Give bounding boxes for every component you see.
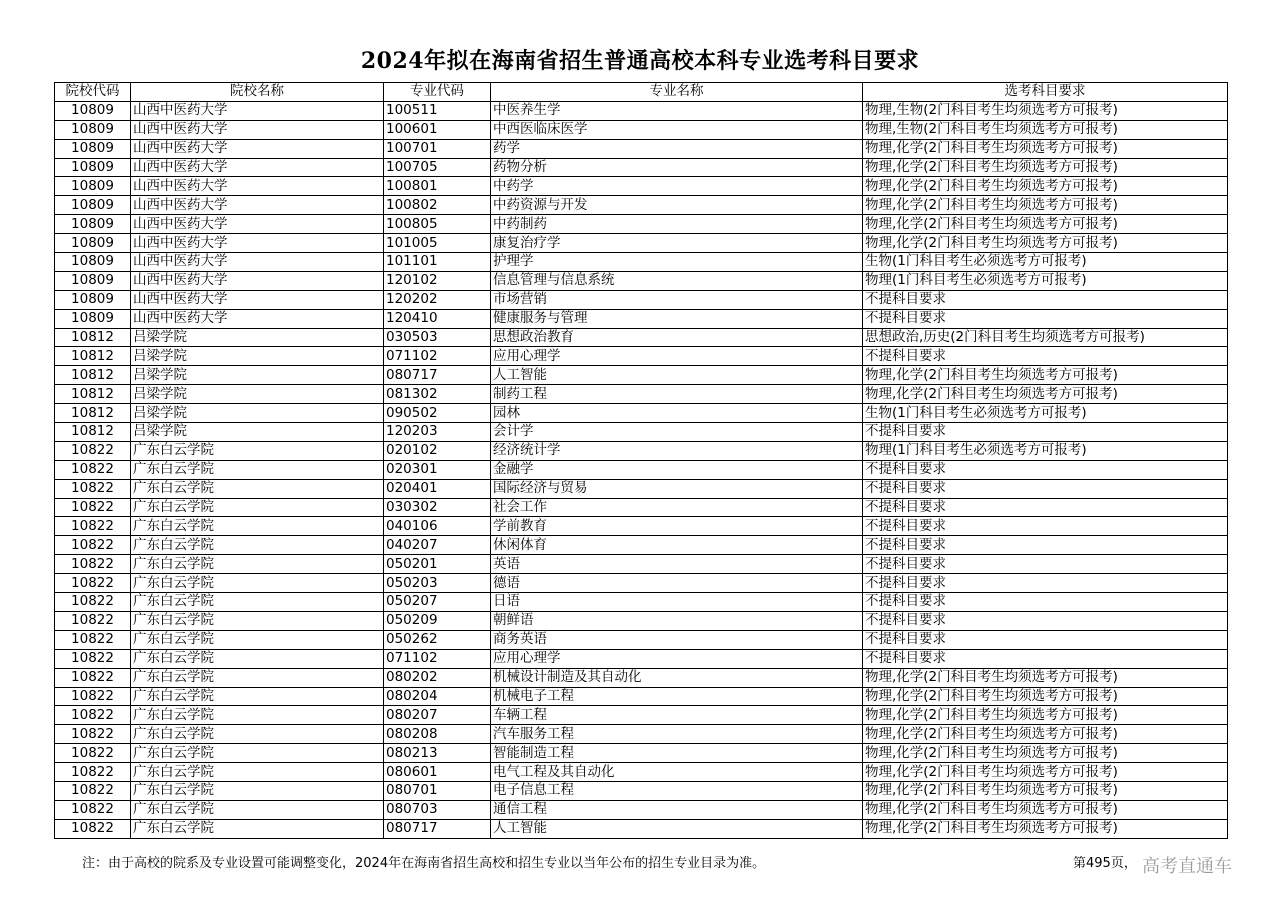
table-row (55, 101, 1228, 120)
school-code-cell: 10822 (55, 479, 131, 498)
table-row (55, 441, 1228, 460)
subject-requirement-cell: 物理,化学(2门科目考生均须选考方可报考) (863, 177, 1228, 196)
subject-requirement-cell: 不提科目要求 (863, 309, 1228, 328)
header-major-name: 专业名称 (491, 83, 863, 102)
table-row (55, 668, 1228, 687)
table-row (55, 649, 1228, 668)
major-name-cell: 中医养生学 (491, 101, 863, 120)
school-code-cell: 10822 (55, 800, 131, 819)
school-code-cell: 10822 (55, 460, 131, 479)
major-code-cell: 080207 (384, 706, 491, 725)
table-row (55, 423, 1228, 442)
school-code-cell: 10822 (55, 687, 131, 706)
major-code-cell: 050203 (384, 574, 491, 593)
school-code-cell: 10809 (55, 290, 131, 309)
major-name-cell: 制药工程 (491, 385, 863, 404)
school-code-cell: 10809 (55, 120, 131, 139)
school-name-cell: 广东白云学院 (131, 536, 384, 555)
major-code-cell: 040207 (384, 536, 491, 555)
school-name-cell: 广东白云学院 (131, 800, 384, 819)
major-name-cell: 智能制造工程 (491, 744, 863, 763)
subject-requirement-cell: 不提科目要求 (863, 574, 1228, 593)
major-name-cell: 中西医临床医学 (491, 120, 863, 139)
major-name-cell: 药物分析 (491, 158, 863, 177)
subject-requirement-cell: 物理,化学(2门科目考生均须选考方可报考) (863, 139, 1228, 158)
footer-note: 注：由于高校的院系及专业设置可能调整变化，2024年在海南省招生高校和招生专业以当年公布的招生专业目录为准。 (82, 856, 766, 871)
major-code-cell: 080213 (384, 744, 491, 763)
major-name-cell: 信息管理与信息系统 (491, 271, 863, 290)
major-code-cell: 080202 (384, 668, 491, 687)
table-row (55, 120, 1228, 139)
school-name-cell: 广东白云学院 (131, 819, 384, 838)
major-name-cell: 市场营销 (491, 290, 863, 309)
major-name-cell: 电气工程及其自动化 (491, 763, 863, 782)
school-name-cell: 山西中医药大学 (131, 215, 384, 234)
major-code-cell: 081302 (384, 385, 491, 404)
major-code-cell: 020102 (384, 441, 491, 460)
school-name-cell: 山西中医药大学 (131, 177, 384, 196)
school-code-cell: 10809 (55, 158, 131, 177)
major-name-cell: 人工智能 (491, 819, 863, 838)
major-name-cell: 国际经济与贸易 (491, 479, 863, 498)
major-name-cell: 应用心理学 (491, 649, 863, 668)
school-name-cell: 广东白云学院 (131, 479, 384, 498)
school-name-cell: 广东白云学院 (131, 630, 384, 649)
school-code-cell: 10822 (55, 763, 131, 782)
school-name-cell: 山西中医药大学 (131, 234, 384, 253)
major-code-cell: 071102 (384, 347, 491, 366)
school-code-cell: 10822 (55, 593, 131, 612)
table-row (55, 819, 1228, 838)
major-name-cell: 车辆工程 (491, 706, 863, 725)
school-name-cell: 山西中医药大学 (131, 309, 384, 328)
school-name-cell: 吕梁学院 (131, 366, 384, 385)
subject-requirement-cell: 物理,化学(2门科目考生均须选考方可报考) (863, 158, 1228, 177)
subject-requirement-cell: 物理,化学(2门科目考生均须选考方可报考) (863, 781, 1228, 800)
school-name-cell: 广东白云学院 (131, 460, 384, 479)
school-code-cell: 10809 (55, 253, 131, 272)
major-name-cell: 会计学 (491, 423, 863, 442)
table-row (55, 271, 1228, 290)
major-code-cell: 030503 (384, 328, 491, 347)
major-code-cell: 100511 (384, 101, 491, 120)
subject-requirement-cell: 物理,化学(2门科目考生均须选考方可报考) (863, 668, 1228, 687)
school-name-cell: 广东白云学院 (131, 706, 384, 725)
school-code-cell: 10822 (55, 744, 131, 763)
subject-requirement-cell: 不提科目要求 (863, 423, 1228, 442)
table-row (55, 347, 1228, 366)
subject-requirement-cell: 物理,化学(2门科目考生均须选考方可报考) (863, 706, 1228, 725)
subject-requirement-cell: 物理,化学(2门科目考生均须选考方可报考) (863, 819, 1228, 838)
subject-requirement-cell: 思想政治,历史(2门科目考生均须选考方可报考) (863, 328, 1228, 347)
major-name-cell: 经济统计学 (491, 441, 863, 460)
table-row (55, 630, 1228, 649)
requirements-table (54, 82, 1228, 839)
major-name-cell: 人工智能 (491, 366, 863, 385)
school-code-cell: 10809 (55, 196, 131, 215)
major-code-cell: 030302 (384, 498, 491, 517)
school-name-cell: 广东白云学院 (131, 593, 384, 612)
page-title: 2024年拟在海南省招生普通高校本科专业选考科目要求 (360, 48, 920, 74)
school-code-cell: 10809 (55, 177, 131, 196)
major-name-cell: 汽车服务工程 (491, 725, 863, 744)
table-row (55, 706, 1228, 725)
subject-requirement-cell: 不提科目要求 (863, 630, 1228, 649)
major-code-cell: 050262 (384, 630, 491, 649)
watermark-text: 高考直通车 (1142, 856, 1232, 877)
major-code-cell: 100801 (384, 177, 491, 196)
school-code-cell: 10809 (55, 309, 131, 328)
table-row (55, 517, 1228, 536)
school-name-cell: 吕梁学院 (131, 404, 384, 423)
major-name-cell: 英语 (491, 555, 863, 574)
table-row (55, 177, 1228, 196)
major-code-cell: 090502 (384, 404, 491, 423)
major-name-cell: 康复治疗学 (491, 234, 863, 253)
school-name-cell: 广东白云学院 (131, 687, 384, 706)
table-row (55, 479, 1228, 498)
school-name-cell: 广东白云学院 (131, 725, 384, 744)
school-name-cell: 广东白云学院 (131, 649, 384, 668)
school-name-cell: 吕梁学院 (131, 347, 384, 366)
major-code-cell: 080701 (384, 781, 491, 800)
header-major-code: 专业代码 (384, 83, 491, 102)
table-row (55, 781, 1228, 800)
subject-requirement-cell: 不提科目要求 (863, 593, 1228, 612)
subject-requirement-cell: 不提科目要求 (863, 555, 1228, 574)
school-name-cell: 山西中医药大学 (131, 139, 384, 158)
table-row (55, 763, 1228, 782)
school-code-cell: 10812 (55, 423, 131, 442)
school-code-cell: 10822 (55, 668, 131, 687)
major-name-cell: 园林 (491, 404, 863, 423)
major-code-cell: 120102 (384, 271, 491, 290)
major-name-cell: 日语 (491, 593, 863, 612)
school-code-cell: 10822 (55, 555, 131, 574)
major-code-cell: 100701 (384, 139, 491, 158)
major-code-cell: 120410 (384, 309, 491, 328)
major-code-cell: 100802 (384, 196, 491, 215)
major-code-cell: 050209 (384, 611, 491, 630)
table-row (55, 234, 1228, 253)
subject-requirement-cell: 物理,化学(2门科目考生均须选考方可报考) (863, 687, 1228, 706)
table-row (55, 309, 1228, 328)
school-name-cell: 广东白云学院 (131, 781, 384, 800)
major-code-cell: 101005 (384, 234, 491, 253)
subject-requirement-cell: 不提科目要求 (863, 649, 1228, 668)
school-name-cell: 吕梁学院 (131, 385, 384, 404)
subject-requirement-cell: 不提科目要求 (863, 290, 1228, 309)
major-name-cell: 药学 (491, 139, 863, 158)
major-name-cell: 社会工作 (491, 498, 863, 517)
school-code-cell: 10812 (55, 385, 131, 404)
table-header-row (55, 83, 1228, 102)
school-code-cell: 10822 (55, 725, 131, 744)
major-code-cell: 120203 (384, 423, 491, 442)
major-name-cell: 休闲体育 (491, 536, 863, 555)
major-name-cell: 应用心理学 (491, 347, 863, 366)
school-code-cell: 10809 (55, 271, 131, 290)
header-subject-requirement: 选考科目要求 (863, 83, 1228, 102)
school-code-cell: 10822 (55, 611, 131, 630)
school-name-cell: 广东白云学院 (131, 611, 384, 630)
table-row (55, 253, 1228, 272)
major-name-cell: 护理学 (491, 253, 863, 272)
major-code-cell: 100601 (384, 120, 491, 139)
subject-requirement-cell: 物理,化学(2门科目考生均须选考方可报考) (863, 763, 1228, 782)
table-row (55, 725, 1228, 744)
subject-requirement-cell: 物理(1门科目考生必须选考方可报考) (863, 441, 1228, 460)
school-code-cell: 10822 (55, 781, 131, 800)
school-code-cell: 10809 (55, 101, 131, 120)
major-name-cell: 思想政治教育 (491, 328, 863, 347)
subject-requirement-cell: 物理,化学(2门科目考生均须选考方可报考) (863, 725, 1228, 744)
school-name-cell: 山西中医药大学 (131, 253, 384, 272)
school-name-cell: 吕梁学院 (131, 423, 384, 442)
school-code-cell: 10812 (55, 347, 131, 366)
school-code-cell: 10822 (55, 498, 131, 517)
table-row (55, 290, 1228, 309)
table-row (55, 498, 1228, 517)
major-name-cell: 中药资源与开发 (491, 196, 863, 215)
major-name-cell: 中药学 (491, 177, 863, 196)
header-school-name: 院校名称 (131, 83, 384, 102)
table-row (55, 139, 1228, 158)
school-name-cell: 山西中医药大学 (131, 101, 384, 120)
major-code-cell: 100805 (384, 215, 491, 234)
school-name-cell: 广东白云学院 (131, 574, 384, 593)
major-code-cell: 020401 (384, 479, 491, 498)
major-name-cell: 金融学 (491, 460, 863, 479)
table-row (55, 687, 1228, 706)
major-code-cell: 040106 (384, 517, 491, 536)
subject-requirement-cell: 不提科目要求 (863, 498, 1228, 517)
major-name-cell: 机械设计制造及其自动化 (491, 668, 863, 687)
major-name-cell: 朝鲜语 (491, 611, 863, 630)
school-code-cell: 10822 (55, 630, 131, 649)
page-number: 第495页， (1073, 856, 1137, 871)
major-code-cell: 100705 (384, 158, 491, 177)
table-row (55, 158, 1228, 177)
table-row (55, 574, 1228, 593)
table-row (55, 800, 1228, 819)
major-code-cell: 101101 (384, 253, 491, 272)
school-code-cell: 10822 (55, 517, 131, 536)
school-name-cell: 山西中医药大学 (131, 120, 384, 139)
subject-requirement-cell: 物理,生物(2门科目考生均须选考方可报考) (863, 120, 1228, 139)
school-code-cell: 10822 (55, 649, 131, 668)
major-code-cell: 071102 (384, 649, 491, 668)
school-name-cell: 广东白云学院 (131, 744, 384, 763)
subject-requirement-cell: 物理,化学(2门科目考生均须选考方可报考) (863, 744, 1228, 763)
table-row (55, 593, 1228, 612)
school-name-cell: 广东白云学院 (131, 498, 384, 517)
major-code-cell: 020301 (384, 460, 491, 479)
major-code-cell: 080204 (384, 687, 491, 706)
major-name-cell: 机械电子工程 (491, 687, 863, 706)
school-name-cell: 山西中医药大学 (131, 271, 384, 290)
major-name-cell: 学前教育 (491, 517, 863, 536)
school-name-cell: 广东白云学院 (131, 441, 384, 460)
school-name-cell: 吕梁学院 (131, 328, 384, 347)
major-code-cell: 050207 (384, 593, 491, 612)
subject-requirement-cell: 物理,化学(2门科目考生均须选考方可报考) (863, 196, 1228, 215)
school-name-cell: 山西中医药大学 (131, 290, 384, 309)
school-code-cell: 10822 (55, 441, 131, 460)
school-name-cell: 广东白云学院 (131, 517, 384, 536)
table-body (55, 101, 1228, 838)
subject-requirement-cell: 物理,生物(2门科目考生均须选考方可报考) (863, 101, 1228, 120)
major-name-cell: 德语 (491, 574, 863, 593)
subject-requirement-cell: 物理,化学(2门科目考生均须选考方可报考) (863, 800, 1228, 819)
school-code-cell: 10822 (55, 706, 131, 725)
major-code-cell: 080208 (384, 725, 491, 744)
subject-requirement-cell: 物理,化学(2门科目考生均须选考方可报考) (863, 234, 1228, 253)
school-code-cell: 10812 (55, 328, 131, 347)
major-code-cell: 120202 (384, 290, 491, 309)
major-name-cell: 通信工程 (491, 800, 863, 819)
header-school-code: 院校代码 (55, 83, 131, 102)
school-name-cell: 广东白云学院 (131, 668, 384, 687)
table-row (55, 536, 1228, 555)
subject-requirement-cell: 生物(1门科目考生必须选考方可报考) (863, 253, 1228, 272)
table-row (55, 611, 1228, 630)
subject-requirement-cell: 不提科目要求 (863, 479, 1228, 498)
major-code-cell: 080601 (384, 763, 491, 782)
table-row (55, 196, 1228, 215)
major-code-cell: 080717 (384, 819, 491, 838)
school-name-cell: 山西中医药大学 (131, 196, 384, 215)
table-row (55, 385, 1228, 404)
table-row (55, 366, 1228, 385)
major-code-cell: 080703 (384, 800, 491, 819)
subject-requirement-cell: 物理,化学(2门科目考生均须选考方可报考) (863, 215, 1228, 234)
major-name-cell: 电子信息工程 (491, 781, 863, 800)
subject-requirement-cell: 生物(1门科目考生必须选考方可报考) (863, 404, 1228, 423)
school-code-cell: 10822 (55, 536, 131, 555)
school-name-cell: 广东白云学院 (131, 555, 384, 574)
subject-requirement-cell: 不提科目要求 (863, 611, 1228, 630)
subject-requirement-cell: 不提科目要求 (863, 347, 1228, 366)
major-name-cell: 中药制药 (491, 215, 863, 234)
table-row (55, 404, 1228, 423)
subject-requirement-cell: 不提科目要求 (863, 517, 1228, 536)
table-row (55, 328, 1228, 347)
major-name-cell: 健康服务与管理 (491, 309, 863, 328)
school-code-cell: 10822 (55, 819, 131, 838)
school-code-cell: 10809 (55, 215, 131, 234)
school-code-cell: 10812 (55, 404, 131, 423)
major-name-cell: 商务英语 (491, 630, 863, 649)
subject-requirement-cell: 物理,化学(2门科目考生均须选考方可报考) (863, 385, 1228, 404)
school-code-cell: 10812 (55, 366, 131, 385)
table-row (55, 215, 1228, 234)
school-name-cell: 山西中医药大学 (131, 158, 384, 177)
subject-requirement-cell: 不提科目要求 (863, 460, 1228, 479)
subject-requirement-cell: 不提科目要求 (863, 536, 1228, 555)
major-code-cell: 080717 (384, 366, 491, 385)
school-code-cell: 10809 (55, 139, 131, 158)
school-code-cell: 10822 (55, 574, 131, 593)
table-row (55, 744, 1228, 763)
table-row (55, 555, 1228, 574)
school-name-cell: 广东白云学院 (131, 763, 384, 782)
major-code-cell: 050201 (384, 555, 491, 574)
table-row (55, 460, 1228, 479)
subject-requirement-cell: 物理,化学(2门科目考生均须选考方可报考) (863, 366, 1228, 385)
subject-requirement-cell: 物理(1门科目考生必须选考方可报考) (863, 271, 1228, 290)
school-code-cell: 10809 (55, 234, 131, 253)
